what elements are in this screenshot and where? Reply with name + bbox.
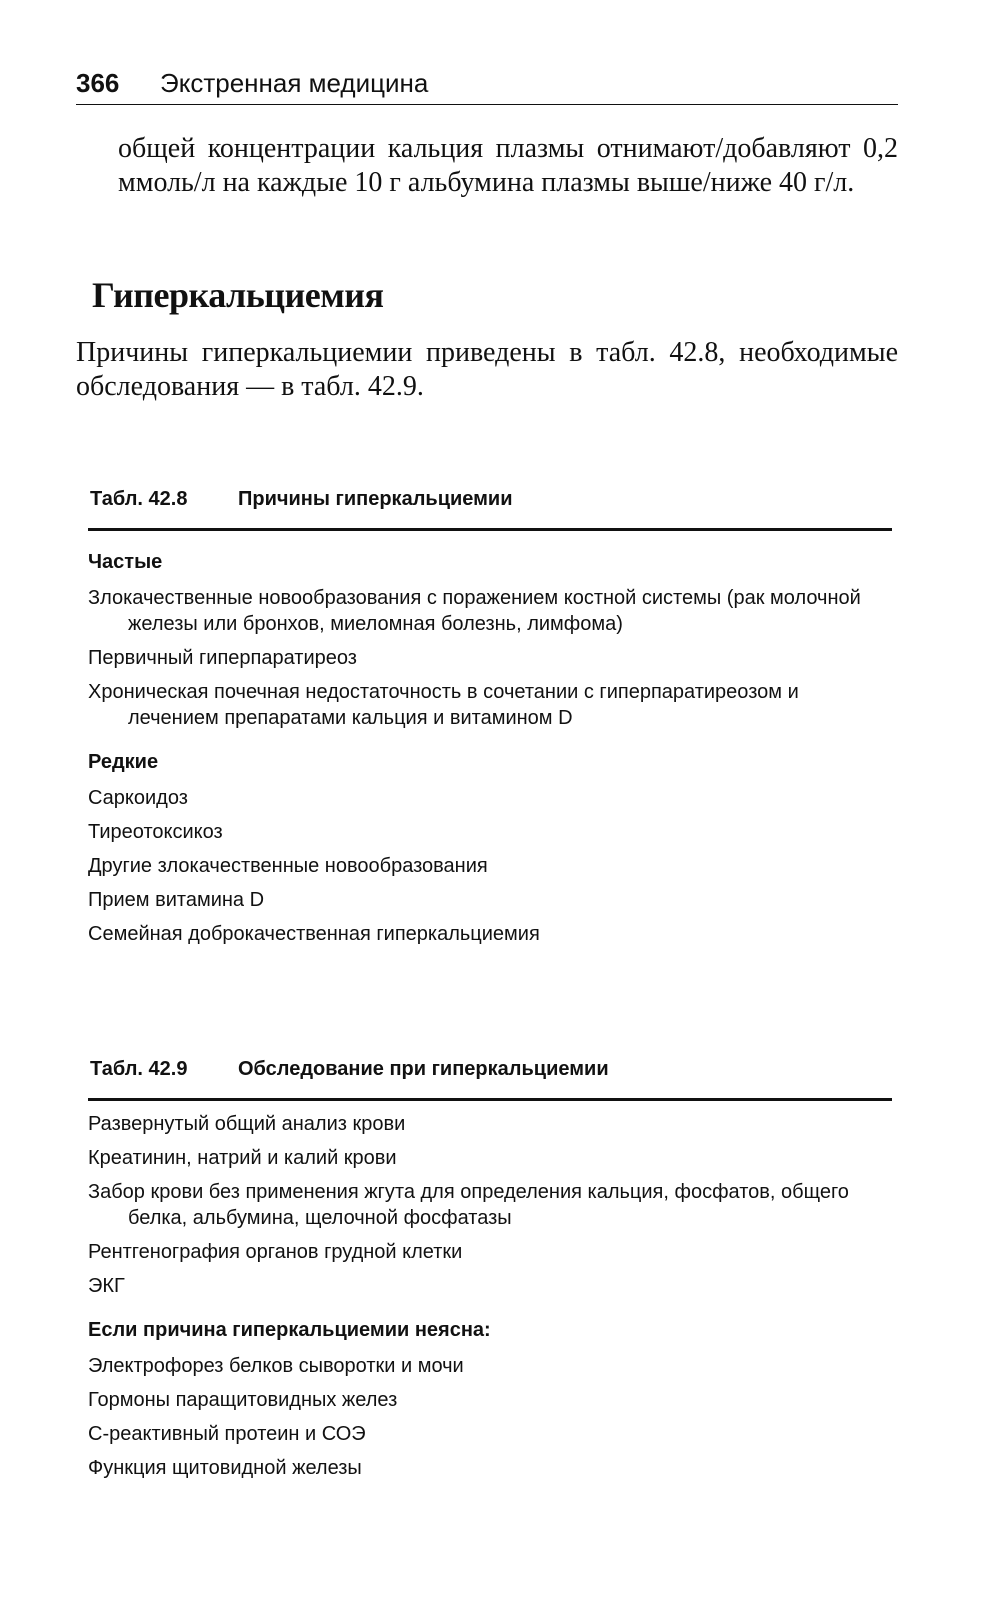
list-item: Прием витамина D [88, 889, 265, 911]
table-caption [88, 488, 892, 528]
list-item: Злокачественные новообразования с поражением костной системы (рак молочной железы или бронхов, миеломная болезнь, лимфома) [88, 587, 861, 635]
list-item: Креатинин, натрий и калий крови [88, 1147, 397, 1169]
section-paragraph: Причины гиперкальциемии приведены в табл. 42.8, необходимые обследования — в табл. 42.9. [76, 337, 898, 402]
list-item: Саркоидоз [88, 787, 188, 809]
intro-paragraph: общей концентрации кальция плазмы отнимают/добавляют 0,2 ммоль/л на каждые 10 г альбумина плазмы выше/ниже 40 г/л. [118, 133, 898, 198]
table-42-8 [88, 488, 892, 947]
list-item: Забор крови без применения жгута для определения кальция, фосфатов, общего белка, альбумина, щелочной фосфатазы [88, 1181, 849, 1229]
page-number: 366 [76, 68, 120, 98]
table-title: Причины гиперкальциемии [238, 488, 513, 510]
list-item: Другие злокачественные новообразования [88, 855, 488, 877]
table-rule [88, 1098, 892, 1101]
list-item: Рентгенография органов грудной клетки [88, 1241, 463, 1263]
list-item: Семейная доброкачественная гиперкальциемия [88, 923, 540, 945]
section-label-unclear: Если причина гиперкальциемии неясна: [88, 1319, 491, 1341]
section-label-rare: Редкие [88, 751, 159, 773]
list-item: Развернутый общий анализ крови [88, 1113, 406, 1135]
list-item: Первичный гиперпаратиреоз [88, 647, 357, 669]
table-title: Обследование при гиперкальциемии [238, 1058, 609, 1080]
table-caption [88, 1058, 892, 1098]
section-heading: Гиперкальциемия [92, 275, 384, 315]
list-item: Хроническая почечная недостаточность в сочетании с гиперпаратиреозом и лечением препаратами кальция и витамином D [88, 681, 799, 729]
list-item: С-реактивный протеин и СОЭ [88, 1423, 366, 1445]
running-title: Экстренная медицина [160, 68, 429, 98]
table-number: Табл. 42.9 [90, 1058, 188, 1080]
table-rule [88, 528, 892, 531]
table-number: Табл. 42.8 [90, 488, 188, 510]
list-item: Тиреотоксикоз [88, 821, 223, 843]
list-item: ЭКГ [88, 1275, 125, 1297]
list-item: Электрофорез белков сыворотки и мочи [88, 1355, 464, 1377]
table-42-9 [88, 1058, 892, 1481]
list-item: Гормоны паращитовидных желез [88, 1389, 398, 1411]
list-item: Функция щитовидной железы [88, 1457, 362, 1479]
section-label-frequent: Частые [88, 551, 163, 573]
page-header [76, 64, 898, 105]
